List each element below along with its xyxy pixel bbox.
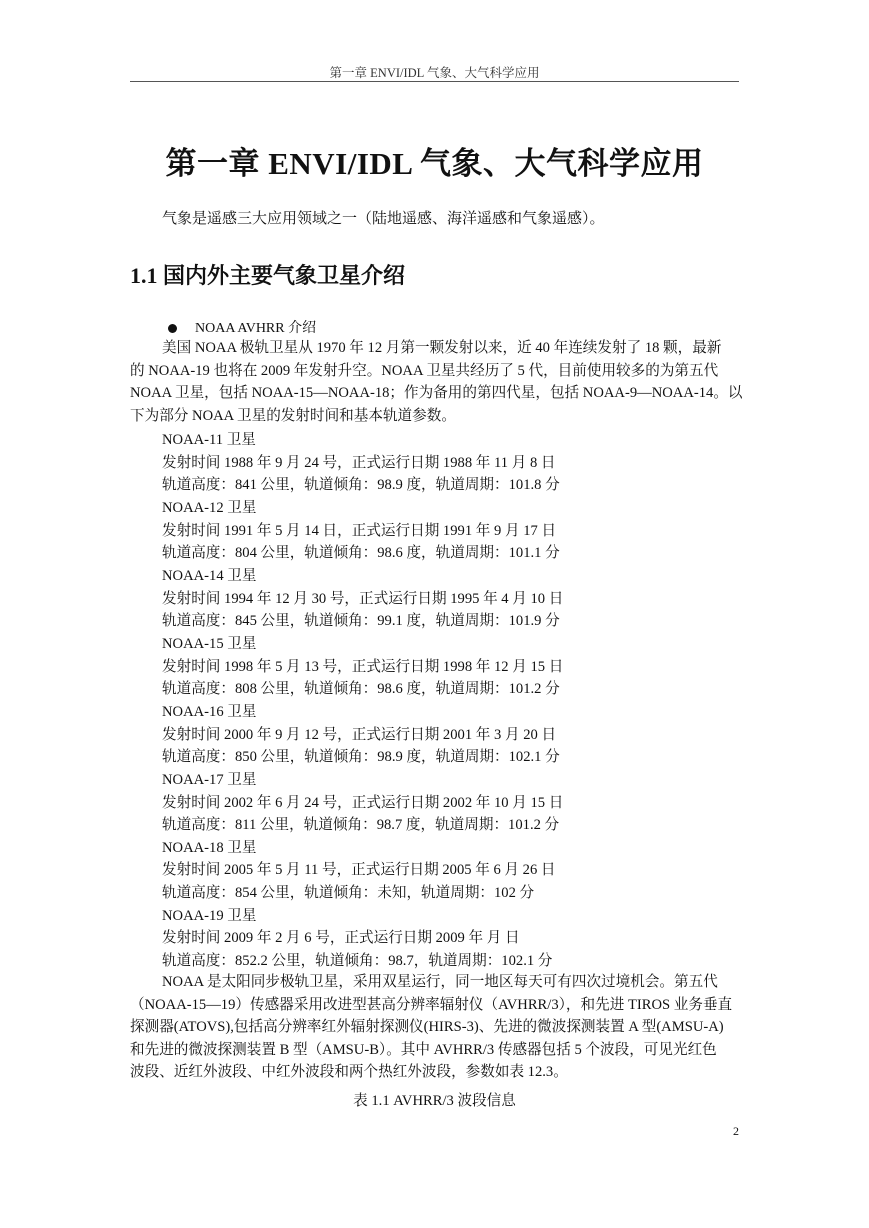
paragraph-line: （NOAA-15—19）传感器采用改进型甚高分辨率辐射仪（AVHRR/3），和先进 TIROS 业务垂直 bbox=[130, 996, 733, 1013]
satellite-launch: 发射时间 2005 年 5 月 11 号，正式运行日期 2005 年 6 月 26 日 bbox=[162, 862, 556, 879]
paragraph-line: 下为部分 NOAA 卫星的发射时间和基本轨道参数。 bbox=[130, 407, 456, 424]
paragraph-line: NOAA 卫星，包括 NOAA-15—NOAA-18；作为备用的第四代星，包括 NOAA-9—NOAA-14。以 bbox=[130, 385, 743, 402]
satellite-name: NOAA-17 卫星 bbox=[162, 771, 257, 788]
satellite-name: NOAA-11 卫星 bbox=[162, 432, 256, 448]
satellite-orbit: 轨道高度：852.2 公里，轨道倾角：98.7，轨道周期：102.1 分 bbox=[162, 953, 553, 970]
satellite-name: NOAA-19 卫星 bbox=[162, 907, 257, 924]
bullet-label: NOAA AVHRR 介绍 bbox=[195, 321, 317, 336]
satellite-launch: 发射时间 1991 年 5 月 14 日，正式运行日期 1991 年 9 月 17 日 bbox=[162, 522, 557, 539]
satellite-launch: 发射时间 1988 年 9 月 24 号，正式运行日期 1988 年 11 月 8 日 bbox=[162, 454, 556, 471]
section-title: 1.1 国内外主要气象卫星介绍 bbox=[130, 263, 406, 288]
satellite-launch: 发射时间 2009 年 2 月 6 号，正式运行日期 2009 年 月 日 bbox=[162, 930, 520, 947]
header-rule bbox=[130, 81, 739, 82]
bullet-dot-icon bbox=[168, 324, 177, 333]
satellite-orbit: 轨道高度：845 公里，轨道倾角：99.1 度，轨道周期：101.9 分 bbox=[162, 613, 560, 630]
intro-paragraph: 气象是遥感三大应用领域之一（陆地遥感、海洋遥感和气象遥感）。 bbox=[162, 211, 605, 227]
satellite-orbit: 轨道高度：808 公里，轨道倾角：98.6 度，轨道周期：101.2 分 bbox=[162, 681, 560, 698]
satellite-name: NOAA-14 卫星 bbox=[162, 567, 257, 584]
chapter-title: 第一章 ENVI/IDL 气象、大气科学应用 bbox=[165, 146, 704, 181]
satellite-launch: 发射时间 2002 年 6 月 24 号，正式运行日期 2002 年 10 月 15 日 bbox=[162, 794, 564, 811]
paragraph-line: 的 NOAA-19 也将在 2009 年发射升空。NOAA 卫星共经历了 5 代，目前使用较多的为第五代 bbox=[130, 362, 719, 379]
satellite-orbit: 轨道高度：850 公里，轨道倾角：98.9 度，轨道周期：102.1 分 bbox=[162, 749, 560, 766]
satellite-name: NOAA-15 卫星 bbox=[162, 635, 257, 652]
satellite-orbit: 轨道高度：811 公里，轨道倾角：98.7 度，轨道周期：101.2 分 bbox=[162, 817, 560, 834]
satellite-launch: 发射时间 1998 年 5 月 13 号，正式运行日期 1998 年 12 月 15 日 bbox=[162, 658, 564, 675]
paragraph-line: 波段、近红外波段、中红外波段和两个热红外波段，参数如表 12.3。 bbox=[130, 1064, 568, 1081]
paragraph-line: 探测器(ATOVS),包括高分辨率红外辐射探测仪(HIRS-3)、先进的微波探测装置 A 型(AMSU-A) bbox=[130, 1019, 724, 1036]
satellite-launch: 发射时间 1994 年 12 月 30 号，正式运行日期 1995 年 4 月 10 日 bbox=[162, 590, 564, 607]
running-header: 第一章 ENVI/IDL 气象、大气科学应用 bbox=[329, 66, 540, 80]
paragraph-line: 和先进的微波探测装置 B 型（AMSU-B）。其中 AVHRR/3 传感器包括 5 个波段，可见光红色 bbox=[130, 1041, 717, 1058]
paragraph-line: 美国 NOAA 极轨卫星从 1970 年 12 月第一颗发射以来，近 40 年连续发射了 18 颗，最新 bbox=[162, 340, 722, 356]
satellite-name: NOAA-16 卫星 bbox=[162, 703, 257, 720]
satellite-name: NOAA-18 卫星 bbox=[162, 839, 257, 856]
paragraph-line: NOAA 是太阳同步极轨卫星，采用双星运行，同一地区每天可有四次过境机会。第五代 bbox=[162, 974, 718, 990]
satellite-orbit: 轨道高度：804 公里，轨道倾角：98.6 度，轨道周期：101.1 分 bbox=[162, 545, 560, 562]
satellite-spec-list bbox=[162, 429, 563, 973]
satellite-orbit: 轨道高度：841 公里，轨道倾角：98.9 度，轨道周期：101.8 分 bbox=[162, 477, 560, 494]
satellite-launch: 发射时间 2000 年 9 月 12 号，正式运行日期 2001 年 3 月 20 日 bbox=[162, 726, 557, 743]
paragraph-noaa-intro bbox=[130, 337, 742, 427]
bullet-item bbox=[168, 317, 316, 337]
page-number: 2 bbox=[733, 1124, 739, 1138]
satellite-name: NOAA-12 卫星 bbox=[162, 499, 257, 516]
satellite-orbit: 轨道高度：854 公里，轨道倾角：未知，轨道周期：102 分 bbox=[162, 885, 535, 902]
paragraph-noaa-sensors bbox=[130, 971, 742, 1084]
table-caption: 表 1.1 AVHRR/3 波段信息 bbox=[353, 1093, 516, 1109]
